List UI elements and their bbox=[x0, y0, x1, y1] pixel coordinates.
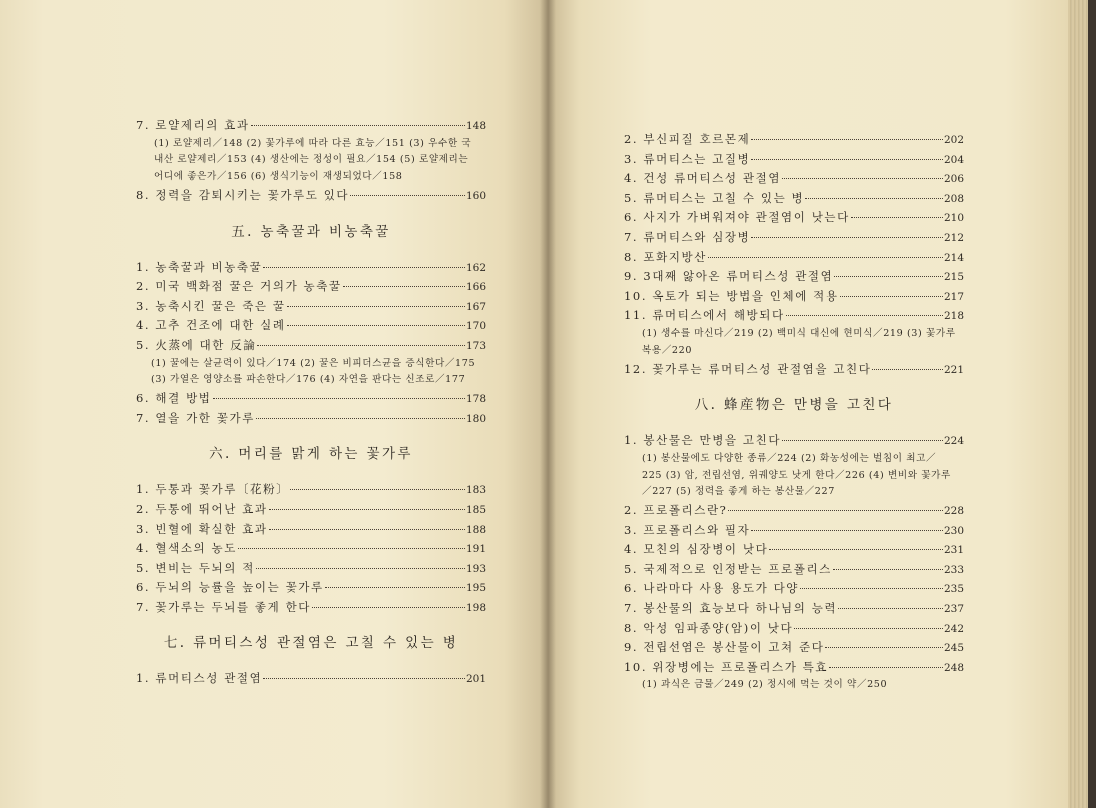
toc-entry-page: 166 bbox=[465, 281, 486, 294]
toc-entry bbox=[136, 598, 486, 618]
toc-entry bbox=[136, 297, 486, 317]
toc-entry-title: 7. 로얄제리의 효과 bbox=[136, 118, 250, 132]
toc-entry-page: 237 bbox=[943, 603, 964, 616]
toc-entry-title: 4. 고추 건조에 대한 실례 bbox=[136, 318, 286, 333]
leader-dots bbox=[829, 667, 943, 668]
toc-entry-title: 2. 미국 백화점 꿀은 거의가 농축꿀 bbox=[136, 279, 342, 294]
toc-entry-title: 3. 농축시킨 꿀은 죽은 꿀 bbox=[136, 298, 286, 313]
toc-entry-title: 1. 봉산물은 만병을 고친다 bbox=[624, 433, 782, 448]
toc-entry-title: 4. 혈색소의 농도 bbox=[136, 541, 237, 556]
toc-entry-page: 228 bbox=[943, 505, 964, 518]
toc-entry bbox=[624, 208, 964, 228]
leader-dots bbox=[263, 678, 465, 679]
toc-entry-title: 8. 정력을 감퇴시키는 꽃가루도 있다 bbox=[136, 187, 350, 202]
toc-entry-page: 148 bbox=[465, 120, 486, 132]
toc-entry bbox=[624, 130, 964, 150]
leader-dots bbox=[257, 345, 464, 346]
leader-dots bbox=[840, 296, 943, 297]
toc-entry-page: 248 bbox=[943, 661, 964, 674]
toc-entry bbox=[136, 336, 486, 356]
toc-entry-page: 198 bbox=[465, 601, 486, 614]
toc-group-section5 bbox=[136, 258, 486, 356]
toc-entry bbox=[136, 277, 486, 297]
leader-dots bbox=[269, 529, 465, 530]
toc-entry-page: 217 bbox=[943, 290, 964, 303]
leader-dots bbox=[825, 647, 943, 648]
toc-entry-title: 1. 농축꿀과 비농축꿀 bbox=[136, 259, 263, 274]
toc-entry-page: 208 bbox=[943, 192, 964, 205]
leader-dots bbox=[290, 489, 465, 490]
toc-entry-page: 231 bbox=[943, 544, 964, 557]
toc-group-section7-cont bbox=[624, 130, 964, 326]
toc-entry bbox=[624, 169, 964, 189]
toc-group-section7 bbox=[136, 669, 486, 689]
toc-entry-page: 245 bbox=[943, 642, 964, 655]
leader-dots bbox=[782, 440, 943, 441]
toc-entry-page: 218 bbox=[943, 310, 964, 323]
toc-entry bbox=[624, 267, 964, 287]
toc-entry-page: 162 bbox=[465, 261, 486, 274]
toc-entry bbox=[624, 228, 964, 248]
toc-group-section6 bbox=[136, 480, 486, 617]
toc-entry bbox=[136, 258, 486, 278]
leader-dots bbox=[872, 369, 943, 370]
leader-dots bbox=[269, 509, 465, 510]
toc-entry-page: 173 bbox=[465, 339, 486, 352]
toc-entry-page: 214 bbox=[943, 251, 964, 264]
toc-entry-title: 4. 건성 류머티스성 관절염 bbox=[624, 171, 782, 186]
toc-entry-page: 230 bbox=[943, 524, 964, 537]
toc-entry bbox=[624, 287, 964, 307]
toc-entry-page: 221 bbox=[943, 363, 964, 376]
toc-entry-page: 242 bbox=[943, 622, 964, 635]
toc-entry bbox=[624, 560, 964, 580]
toc-entry bbox=[624, 150, 964, 170]
left-toc bbox=[136, 116, 486, 689]
toc-entry bbox=[624, 619, 964, 639]
section-heading-7: 七. 류머티스성 관절염은 고칠 수 있는 병 bbox=[163, 635, 459, 652]
toc-entry-page: 183 bbox=[465, 484, 486, 497]
leader-dots bbox=[728, 510, 943, 511]
toc-entry-page: 204 bbox=[943, 153, 964, 166]
toc-entry-page: 191 bbox=[465, 543, 486, 556]
toc-entry bbox=[624, 248, 964, 268]
toc-group-section5-b bbox=[136, 389, 486, 428]
toc-entry bbox=[624, 360, 964, 380]
toc-subitems: (1) 로얄제리／148 (2) 꽃가루에 따라 다른 효능／151 (3) 우수한 국내산 로얄제리／153 (4) 생산에는 정성이 필요／154 (5) 로얄제리는 어디에 좋은가／156 (6) 생식기능이 재생되었다／158 bbox=[154, 137, 472, 183]
leader-dots bbox=[833, 569, 943, 570]
leader-dots bbox=[751, 159, 943, 160]
toc-entry-page: 233 bbox=[943, 563, 964, 576]
toc-entry-title: 12. 꽃가루는 류머티스성 관절염을 고친다 bbox=[624, 361, 872, 376]
toc-group-block2 bbox=[136, 186, 486, 206]
toc-entry-title: 6. 두뇌의 능률을 높이는 꽃가루 bbox=[136, 580, 324, 595]
toc-entry bbox=[624, 599, 964, 619]
toc-entry-title: 7. 꽃가루는 두뇌를 좋게 한다 bbox=[136, 599, 311, 614]
toc-entry-title: 1. 두통과 꽃가루〔花粉〕 bbox=[136, 482, 290, 497]
leader-dots bbox=[805, 198, 943, 199]
toc-entry-page: 170 bbox=[465, 320, 486, 333]
leader-dots bbox=[838, 608, 943, 609]
toc-entry-title: 7. 류머티스와 심장병 bbox=[624, 229, 751, 244]
toc-subitems: (1) 과식은 금물／249 (2) 정시에 먹는 것이 약／250 bbox=[642, 679, 888, 691]
toc-entry-title: 3. 빈혈에 확실한 효과 bbox=[136, 521, 268, 536]
toc-entry bbox=[136, 539, 486, 559]
toc-group-section8 bbox=[624, 431, 964, 451]
section-heading-6: 六. 머리를 맑게 하는 꽃가루 bbox=[209, 446, 413, 463]
toc-entry bbox=[136, 480, 486, 500]
background-edge bbox=[1088, 0, 1096, 808]
toc-entry-title: 6. 사지가 가벼워져야 관절염이 낫는다 bbox=[624, 210, 850, 225]
toc-entry-page: 224 bbox=[943, 435, 964, 448]
leader-dots bbox=[312, 607, 465, 608]
toc-subitems: (1) 봉산물에도 다양한 종류／224 (2) 화농성에는 벌침이 최고／225 (3) 암, 전립선염, 위궤양도 낫게 한다／226 (4) 변비와 꽃가루／227 (5) 정력을 좋게 하는 봉산물／227 bbox=[642, 452, 951, 498]
toc-entry-page: 202 bbox=[943, 134, 964, 146]
toc-entry-title: 5. 국제적으로 인정받는 프로폴리스 bbox=[624, 561, 832, 576]
toc-entry-title: 5. 변비는 두뇌의 적 bbox=[136, 560, 255, 575]
toc-entry bbox=[624, 431, 964, 451]
right-toc bbox=[624, 130, 964, 694]
leader-dots bbox=[708, 257, 943, 258]
toc-entry bbox=[136, 500, 486, 520]
leader-dots bbox=[256, 568, 465, 569]
toc-entry-page: 215 bbox=[943, 271, 964, 284]
toc-entry-title: 2. 프로폴리스란? bbox=[624, 503, 728, 518]
toc-group-block1 bbox=[136, 116, 486, 136]
toc-entry-title: 6. 해결 방법 bbox=[136, 391, 212, 406]
toc-entry-title: 4. 모친의 심장병이 낫다 bbox=[624, 542, 769, 557]
toc-entry-title: 10. 옥토가 되는 방법을 인체에 적용 bbox=[624, 288, 839, 303]
leader-dots bbox=[851, 217, 943, 218]
toc-entry bbox=[624, 521, 964, 541]
toc-entry-title: 9. 전립선염은 봉산물이 고쳐 준다 bbox=[624, 640, 825, 655]
toc-entry-title: 10. 위장병에는 프로폴리스가 특효 bbox=[624, 659, 829, 674]
toc-entry-page: 180 bbox=[465, 412, 486, 425]
toc-entry-page: 195 bbox=[465, 582, 486, 595]
leader-dots bbox=[751, 237, 943, 238]
toc-entry-page: 210 bbox=[943, 212, 964, 225]
toc-entry-title: 11. 류머티스에서 해방되다 bbox=[624, 308, 785, 323]
leader-dots bbox=[782, 178, 943, 179]
toc-entry bbox=[136, 186, 486, 206]
section-heading-8: 八. 蜂産物은 만병을 고친다 bbox=[694, 397, 894, 414]
toc-entry-page: 201 bbox=[465, 673, 486, 686]
leader-dots bbox=[256, 418, 465, 419]
toc-entry bbox=[136, 559, 486, 579]
leader-dots bbox=[251, 125, 465, 126]
toc-entry-title: 7. 봉산물의 효능보다 하나님의 능력 bbox=[624, 601, 838, 616]
toc-entry bbox=[136, 316, 486, 336]
leader-dots bbox=[769, 549, 943, 550]
toc-entry bbox=[136, 520, 486, 540]
toc-entry-title: 3. 프로폴리스와 필자 bbox=[624, 522, 751, 537]
toc-entry-title: 3. 류머티스는 고질병 bbox=[624, 151, 751, 166]
toc-entry-page: 178 bbox=[465, 393, 486, 406]
leader-dots bbox=[800, 588, 943, 589]
toc-entry bbox=[136, 409, 486, 429]
leader-dots bbox=[786, 315, 943, 316]
toc-entry bbox=[624, 540, 964, 560]
toc-entry bbox=[136, 389, 486, 409]
toc-entry-page: 185 bbox=[465, 503, 486, 516]
toc-entry bbox=[136, 578, 486, 598]
toc-entry-page: 235 bbox=[943, 583, 964, 596]
toc-entry-title: 9. 3대째 앓아온 류머티스성 관절염 bbox=[624, 269, 834, 284]
toc-entry bbox=[624, 306, 964, 326]
toc-entry-title: 7. 열을 가한 꽃가루 bbox=[136, 410, 255, 425]
leader-dots bbox=[350, 195, 465, 196]
toc-entry bbox=[624, 501, 964, 521]
toc-subitems: (1) 생수를 마신다／219 (2) 백미식 대신에 현미식／219 (3) 꽃가루 복용／220 bbox=[642, 327, 956, 356]
leader-dots bbox=[834, 276, 943, 277]
toc-entry-page: 167 bbox=[465, 300, 486, 313]
toc-subitems: (1) 꿀에는 살균력이 있다／174 (2) 꿀은 비피더스균을 증식한다／175 (3) 가열은 영양소를 파손한다／176 (4) 자연을 판다는 신조로／177 bbox=[151, 357, 476, 386]
leader-dots bbox=[263, 267, 465, 268]
toc-entry bbox=[136, 116, 486, 136]
toc-entry-title: 2. 두통에 뛰어난 효과 bbox=[136, 501, 268, 516]
leader-dots bbox=[751, 530, 943, 531]
leader-dots bbox=[343, 286, 465, 287]
toc-entry-title: 5. 火蒸에 대한 反論 bbox=[136, 337, 257, 352]
leader-dots bbox=[287, 306, 465, 307]
toc-entry bbox=[624, 638, 964, 658]
toc-entry-title: 2. 부신피질 호르몬제 bbox=[624, 132, 751, 146]
leader-dots bbox=[213, 398, 465, 399]
toc-entry-page: 160 bbox=[465, 189, 486, 202]
leader-dots bbox=[751, 139, 943, 140]
toc-entry-title: 1. 류머티스성 관절염 bbox=[136, 671, 263, 686]
toc-entry-page: 193 bbox=[465, 562, 486, 575]
toc-entry-page: 188 bbox=[465, 523, 486, 536]
toc-entry-title: 8. 포화지방산 bbox=[624, 249, 707, 264]
toc-group-section7-cont-b bbox=[624, 360, 964, 380]
toc-group-section8-b bbox=[624, 501, 964, 677]
book-gutter bbox=[540, 0, 556, 808]
toc-entry-title: 6. 나라마다 사용 용도가 다양 bbox=[624, 581, 799, 596]
toc-entry bbox=[624, 579, 964, 599]
section-heading-5: 五. 농축꿀과 비농축꿀 bbox=[231, 223, 391, 240]
toc-entry-page: 206 bbox=[943, 173, 964, 186]
toc-entry bbox=[624, 189, 964, 209]
toc-entry bbox=[624, 658, 964, 678]
leader-dots bbox=[325, 587, 465, 588]
leader-dots bbox=[238, 548, 465, 549]
leader-dots bbox=[794, 628, 943, 629]
leader-dots bbox=[287, 325, 465, 326]
toc-entry-title: 8. 악성 임파종양(암)이 낫다 bbox=[624, 620, 794, 635]
toc-entry-page: 212 bbox=[943, 231, 964, 244]
toc-entry-title: 5. 류머티스는 고칠 수 있는 병 bbox=[624, 190, 805, 205]
toc-entry bbox=[136, 669, 486, 689]
